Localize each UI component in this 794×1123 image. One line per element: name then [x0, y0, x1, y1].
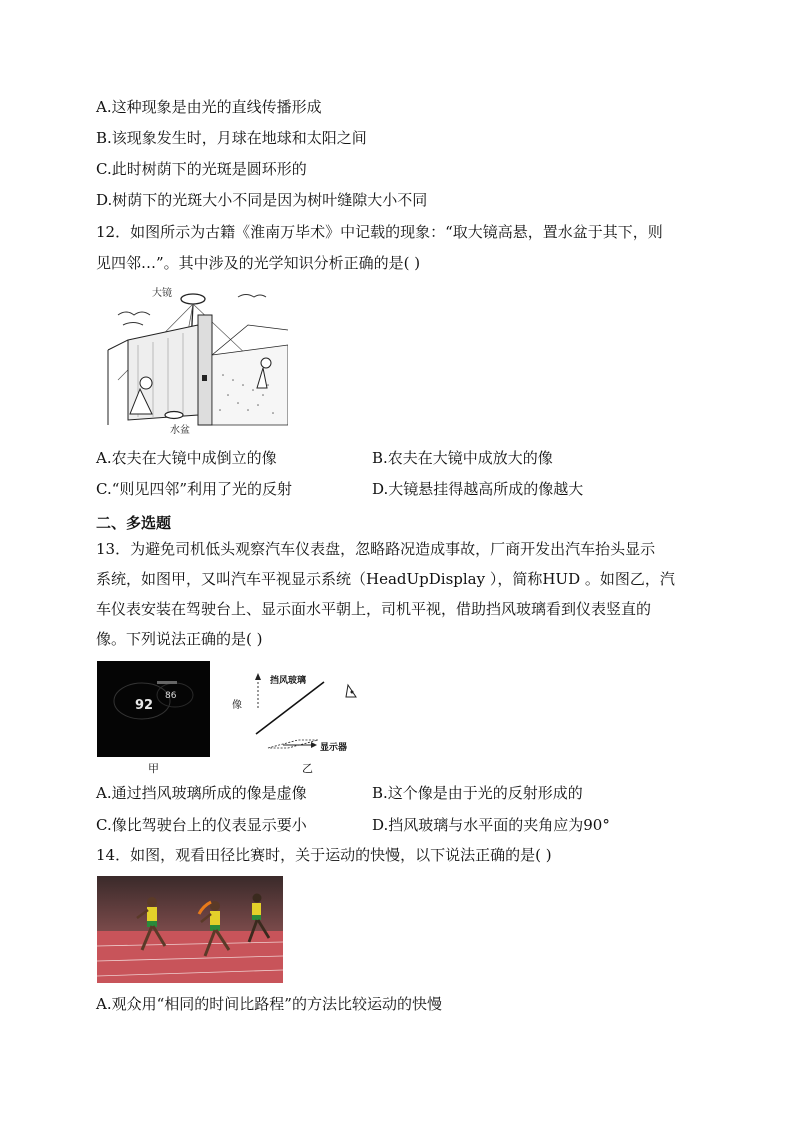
q13-figure-jia-hud-photo [97, 661, 210, 757]
q12-label-mirror: 大镜 [152, 288, 172, 299]
q13-stem-line1: 13．为避免司机低头观察汽车仪表盘，忽略路况造成事故，厂商开发出汽车抬头显示 [96, 540, 656, 558]
q13-option-d: D.挡风玻璃与水平面的夹角应为90° [372, 816, 610, 834]
section-multiple-choice-heading: 二、多选题 [96, 514, 172, 532]
q14-stem: 14．如图，观看田径比赛时，关于运动的快慢，以下说法正确的是( ) [96, 846, 552, 864]
q13-hud-diagram-svg [228, 668, 368, 758]
q11-option-a: A.这种现象是由光的直线传播形成 [96, 98, 322, 116]
q12-option-a: A.农夫在大镜中成倒立的像 [96, 449, 277, 467]
q11-option-d: D.树荫下的光斑大小不同是因为树叶缝隙大小不同 [96, 191, 428, 209]
q12-figure-ancient-illustration [98, 285, 288, 435]
q12-option-c: C.“则见四邻”利用了光的反射 [96, 480, 293, 498]
q12-stem-line2: 见四邻…”。其中涉及的光学知识分析正确的是( ) [96, 254, 421, 272]
q13-stem-line4: 像。下列说法正确的是( ) [96, 630, 263, 648]
q13-label-glass: 挡风玻璃 [270, 676, 307, 686]
q12-option-d: D.大镜悬挂得越高所成的像越大 [372, 480, 584, 498]
q12-illustration-svg [98, 285, 288, 435]
q13-label-image: 像 [232, 700, 242, 711]
q13-label-display: 显示器 [320, 743, 348, 753]
q13-option-c: C.像比驾驶台上的仪表显示要小 [96, 816, 307, 834]
q13-hud-photo-svg [97, 661, 210, 757]
q12-option-b: B.农夫在大镜中成放大的像 [372, 449, 553, 467]
q12-label-basin: 水盆 [170, 425, 190, 435]
q14-figure-sprint-photo [97, 876, 283, 983]
q14-sprint-photo-svg [97, 876, 283, 983]
q13-option-b: B.这个像是由于光的反射形成的 [372, 784, 583, 802]
q11-option-c: C.此时树荫下的光斑是圆环形的 [96, 160, 307, 178]
q13-stem-line2: 系统，如图甲，又叫汽车平视显示系统（HeadUpDisplay ），简称HUD 。如图乙，汽 [96, 570, 675, 588]
q13-hud-speed-big: 92 [135, 698, 154, 713]
q13-caption-yi: 乙 [302, 762, 313, 775]
q12-stem-line1: 12．如图所示为古籍《淮南万毕术》中记载的现象：“取大镜高悬，置水盆于其下，则 [96, 223, 663, 241]
q14-option-a: A.观众用“相同的时间比路程”的方法比较运动的快慢 [96, 995, 442, 1013]
q13-stem-line3: 车仪表安装在驾驶台上、显示面水平朝上，司机平视，借助挡风玻璃看到仪表竖直的 [96, 600, 652, 618]
q13-caption-jia: 甲 [148, 762, 159, 775]
q13-figure-yi-diagram [228, 668, 368, 758]
q11-option-b: B.该现象发生时，月球在地球和太阳之间 [96, 129, 367, 147]
q13-option-a: A.通过挡风玻璃所成的像是虚像 [96, 784, 307, 802]
q13-hud-speed-small: 86 [165, 691, 177, 701]
